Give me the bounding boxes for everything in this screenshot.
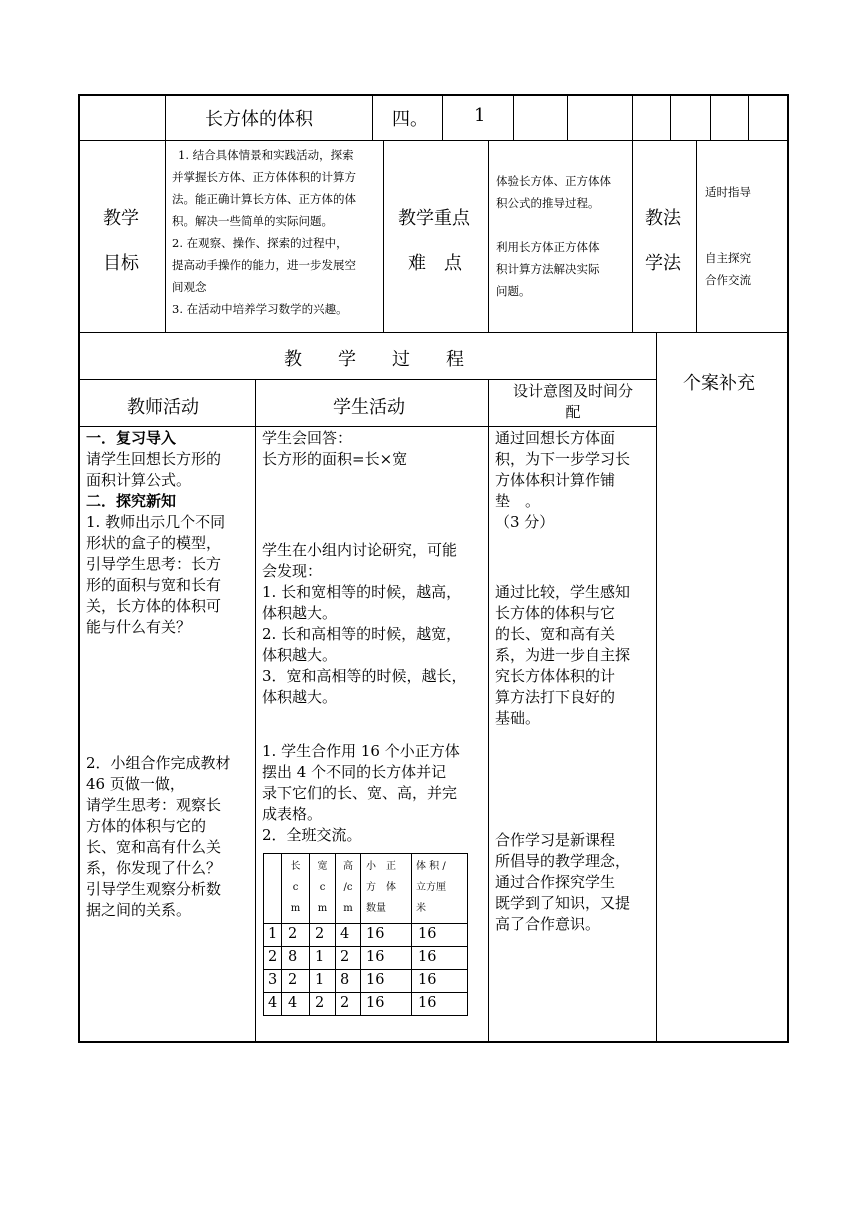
divider <box>78 332 789 333</box>
student-line: 摆出 4 个不同的长方体并记 <box>262 763 447 781</box>
table-header-cell: 宽 c m <box>317 861 328 914</box>
table-cell: 2 <box>288 972 298 988</box>
teacher-line: 46 页做一做， <box>86 775 185 793</box>
design-line: 高了合作意识。 <box>495 915 601 933</box>
table-cell: 8 <box>288 949 298 965</box>
table-cell: 16 <box>418 949 437 965</box>
student-line: 学生在小组内讨论研究，可能 <box>262 541 458 559</box>
table-cell: 16 <box>418 995 437 1011</box>
student-line: 体积越大。 <box>262 688 338 706</box>
teacher-section-heading: 一．复习导入 <box>86 429 177 447</box>
divider <box>78 379 657 380</box>
design-line: 通过合作探究学生 <box>495 873 616 891</box>
key-point-line: 体验长方体、正方体体 <box>496 174 611 188</box>
divider <box>488 140 489 332</box>
table-cell: 2 <box>268 949 278 965</box>
key-point-line: 积公式的推导过程。 <box>496 196 600 210</box>
objective-line: 3. 在活动中培养学习数学的兴趣。 <box>172 302 348 316</box>
table-cell: 2 <box>288 926 298 942</box>
outer-bottom-border <box>78 1041 789 1043</box>
divider <box>78 426 657 427</box>
teacher-line: 据之间的关系。 <box>86 901 192 919</box>
student-line: 1. 学生合作用 16 个小正方体 <box>262 742 460 760</box>
design-line: 的长、宽和高有关 <box>495 625 616 643</box>
teacher-line: 长、宽和高有什么关 <box>86 838 222 856</box>
table-header-cell: 长 c m <box>290 861 301 914</box>
student-activity-header: 学生活动 <box>333 397 405 418</box>
teacher-line: 方体的体积与它的 <box>86 817 207 835</box>
teacher-activity-header: 教师活动 <box>127 397 199 418</box>
objective-line: 法。能正确计算长方体、正方体的体 <box>172 192 356 206</box>
table-rule <box>263 992 468 993</box>
divider <box>632 140 633 332</box>
student-line: 1. 长和宽相等的时候，越高， <box>262 583 462 601</box>
divider <box>488 379 489 1042</box>
teaching-method-text: 适时指导 <box>705 185 751 199</box>
table-cell: 16 <box>366 926 385 942</box>
design-header-line: 设计意图及时间分 <box>512 382 633 400</box>
table-rule <box>263 923 468 924</box>
student-line: 会发现： <box>262 562 323 580</box>
design-line: 系，为进一步自主探 <box>495 646 631 664</box>
design-intent-header <box>490 381 656 423</box>
student-line: 录下它们的长、宽、高，并完 <box>262 784 458 802</box>
teacher-line: 形状的盒子的模型， <box>86 534 222 552</box>
objectives-label-line: 教学 <box>103 208 139 229</box>
table-header-cell: 小 正 方 体 数量 <box>366 861 396 914</box>
design-line: （3 分） <box>495 513 555 531</box>
design-line: 通过比较，学生感知 <box>495 583 631 601</box>
table-cell: 2 <box>315 926 325 942</box>
table-cell: 2 <box>340 949 350 965</box>
table-rule <box>467 853 468 1016</box>
divider <box>372 94 373 140</box>
table-cell: 1 <box>268 926 278 942</box>
difficult-point-line: 利用长方体正方体体 <box>496 240 600 254</box>
objective-line: 并掌握长方体、正方体体积的计算方 <box>172 170 356 184</box>
design-line: 所倡导的教学理念， <box>495 852 631 870</box>
design-line: 既学到了知识，又提 <box>495 894 631 912</box>
process-title: 教 学 过 程 <box>284 349 464 370</box>
divider <box>567 94 568 140</box>
design-line: 长方体的体积与它 <box>495 604 616 622</box>
outer-left-border <box>78 94 80 1043</box>
table-cell: 16 <box>366 995 385 1011</box>
objective-line: 积。解决一些简单的实际问题。 <box>172 214 333 228</box>
student-line: 体积越大。 <box>262 604 338 622</box>
divider <box>670 94 671 140</box>
difficult-points-label: 难 点 <box>408 253 462 274</box>
student-line: 3．宽和高相等的时候，越长， <box>262 667 467 685</box>
teacher-line: 请学生思考：观察长 <box>86 796 222 814</box>
divider <box>442 94 443 140</box>
teacher-line: 面积计算公式。 <box>86 471 192 489</box>
objective-line: 2. 在观察、操作、探索的过程中， <box>172 236 348 250</box>
design-line: 基础。 <box>495 709 541 727</box>
lesson-title: 长方体的体积 <box>205 109 313 130</box>
divider <box>696 140 697 332</box>
design-line: 通过回想长方体面 <box>495 429 616 447</box>
table-rule <box>360 853 361 1016</box>
learning-method-line: 自主探究 <box>705 251 751 265</box>
design-line: 算方法打下良好的 <box>495 688 616 706</box>
table-rule <box>263 969 468 970</box>
teacher-line: 引导学生观察分析数 <box>86 880 222 898</box>
objectives-label-line: 目标 <box>103 253 139 274</box>
outer-right-border <box>787 94 789 1043</box>
divider <box>710 94 711 140</box>
table-cell: 4 <box>268 995 278 1011</box>
table-cell: 4 <box>288 995 298 1011</box>
objective-line: 1. 结合具体情景和实践活动，探索 <box>178 148 354 162</box>
learning-method-label: 学法 <box>645 253 681 274</box>
outer-top-border <box>78 94 789 96</box>
teacher-line: 关，长方体的体积可 <box>86 597 222 615</box>
teacher-line: 1. 教师出示几个不同 <box>86 513 226 531</box>
key-points-text <box>496 170 631 214</box>
learning-method-line: 合作交流 <box>705 273 751 287</box>
student-line: 2. 长和高相等的时候，越宽， <box>262 625 462 643</box>
student-line: 2．全班交流。 <box>262 826 362 844</box>
table-rule <box>263 853 468 854</box>
divider <box>513 94 514 140</box>
student-line: 长方形的面积=长×宽 <box>262 450 408 468</box>
design-line: 合作学习是新课程 <box>495 831 616 849</box>
design-line: 究长方体体积的计 <box>495 667 616 685</box>
student-line: 成表格。 <box>262 805 323 823</box>
divider <box>78 140 789 141</box>
difficult-point-line: 问题。 <box>496 284 531 298</box>
table-cell: 1 <box>315 949 325 965</box>
table-cell: 8 <box>340 972 350 988</box>
supplement-title: 个案补充 <box>683 373 755 394</box>
table-cell: 16 <box>366 949 385 965</box>
design-line: 垫 。 <box>495 492 541 510</box>
table-header-cell: 高 /c m <box>343 861 353 914</box>
key-points-label: 教学重点 <box>398 208 470 229</box>
difficult-point-line: 积计算方法解决实际 <box>496 262 600 276</box>
table-cell: 16 <box>418 926 437 942</box>
table-cell: 2 <box>315 995 325 1011</box>
table-header-cell: 体 积 / 立方厘 米 <box>416 861 446 914</box>
teacher-line: 能与什么有关？ <box>86 618 192 636</box>
learning-method-text <box>705 247 751 291</box>
teacher-line: 请学生回想长方形的 <box>86 450 222 468</box>
table-rule <box>263 853 264 1016</box>
objective-line: 提高动手操作的能力，进一步发展空 <box>172 258 356 272</box>
difficult-points-text <box>496 236 631 302</box>
objective-line: 间观念 <box>172 280 207 294</box>
teacher-section-heading: 二．探究新知 <box>86 492 177 510</box>
table-rule <box>411 853 412 1016</box>
teacher-line: 引导学生思考：长方 <box>86 555 222 573</box>
teacher-line: 系，你发现了什么？ <box>86 859 222 877</box>
divider <box>656 332 657 1042</box>
teaching-method-label: 教法 <box>645 208 681 229</box>
student-line: 体积越大。 <box>262 646 338 664</box>
teacher-line: 2．小组合作完成教材 <box>86 754 231 772</box>
divider <box>255 379 256 1042</box>
design-header-line: 配 <box>565 403 581 421</box>
design-line: 方体体积计算作铺 <box>495 471 616 489</box>
table-cell: 2 <box>340 995 350 1011</box>
table-rule <box>263 946 468 947</box>
divider <box>383 140 384 332</box>
design-line: 积，为下一步学习长 <box>495 450 631 468</box>
table-cell: 4 <box>340 926 350 942</box>
table-cell: 1 <box>315 972 325 988</box>
divider <box>165 94 166 332</box>
teacher-line: 形的面积与宽和长有 <box>86 576 222 594</box>
table-cell: 16 <box>366 972 385 988</box>
table-cell: 16 <box>418 972 437 988</box>
divider <box>632 94 633 140</box>
table-cell: 3 <box>268 972 278 988</box>
grade-label: 四。 <box>392 109 428 130</box>
objectives-text <box>172 144 382 320</box>
table-rule <box>263 1015 468 1016</box>
student-line: 学生会回答： <box>262 429 353 447</box>
divider <box>748 94 749 140</box>
lesson-number: 1 <box>474 105 486 126</box>
